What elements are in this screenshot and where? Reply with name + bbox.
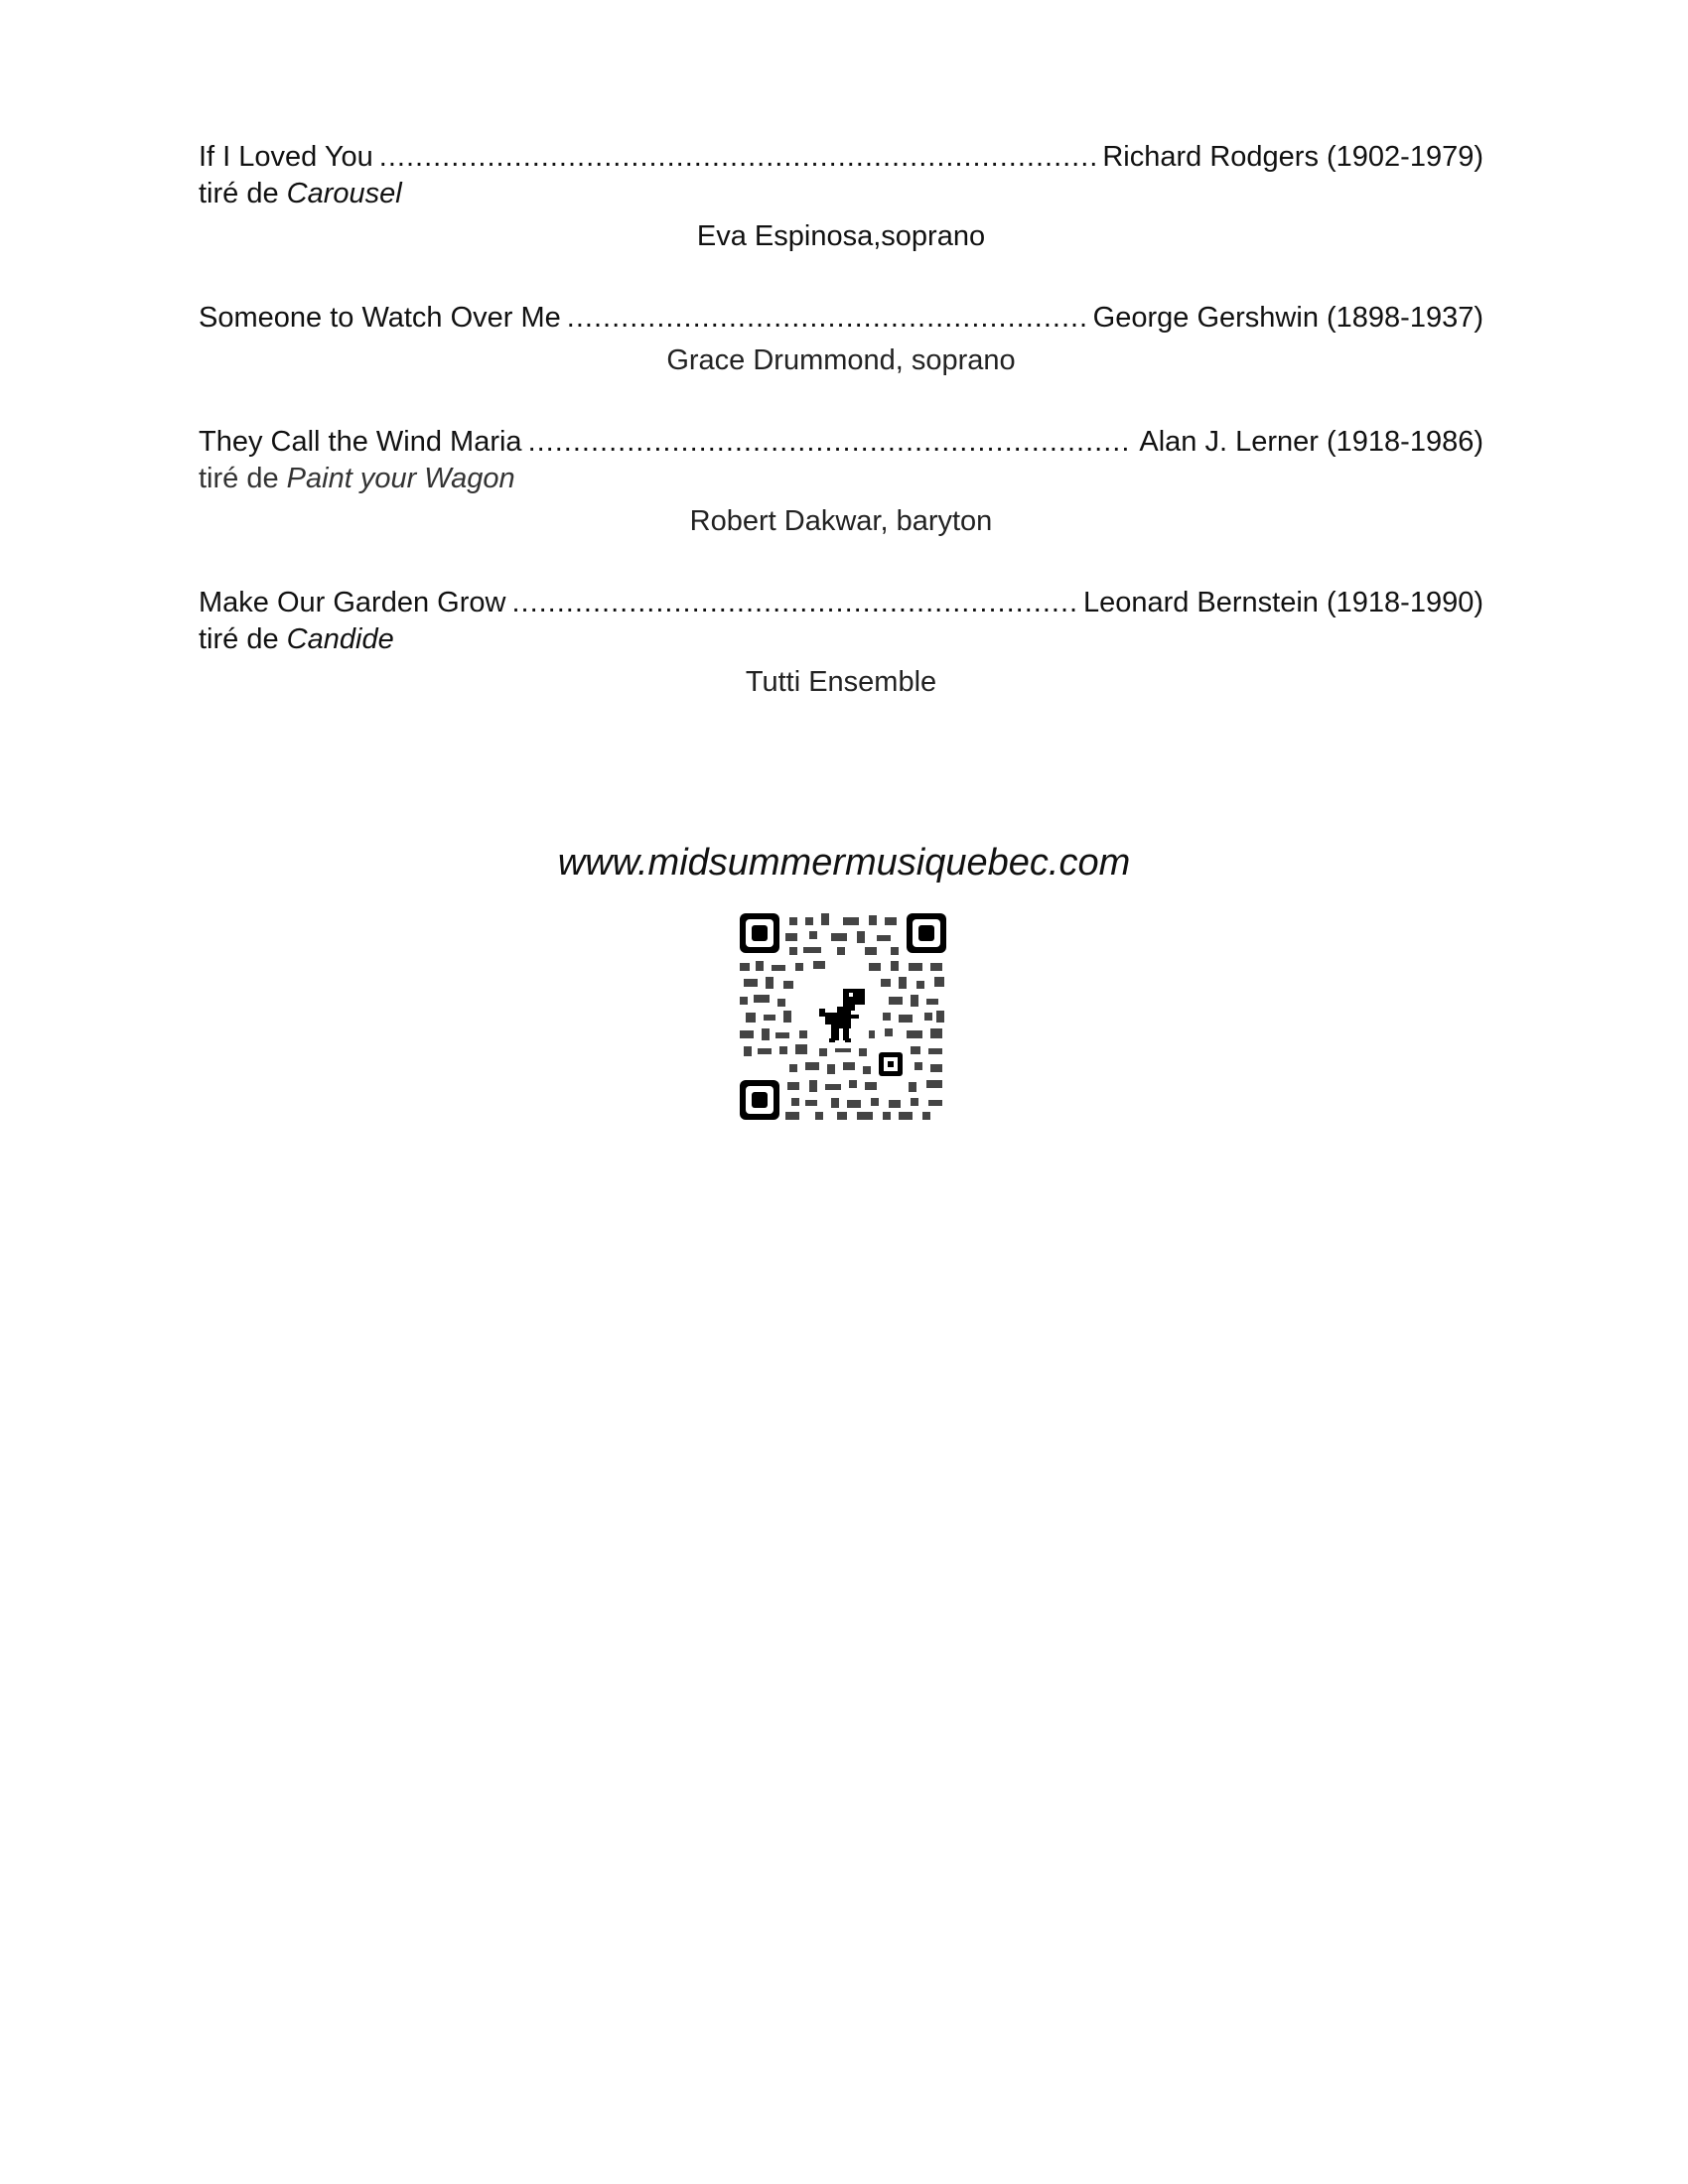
composer-name: Alan J. Lerner (1918-1986) xyxy=(1139,426,1483,458)
source-work-line xyxy=(199,176,1483,212)
dot-leader xyxy=(567,300,1087,337)
program-item-line xyxy=(199,300,1483,337)
dot-leader xyxy=(528,424,1134,461)
piece-title: If I Loved You xyxy=(199,141,373,173)
qr-code-icon xyxy=(740,913,946,1120)
performer-name: Robert Dakwar, baryton xyxy=(689,505,993,537)
source-work-title: Candide xyxy=(286,623,394,655)
source-prefix: tiré de xyxy=(199,463,287,494)
source-work-title: Carousel xyxy=(286,178,402,209)
piece-title: Make Our Garden Grow xyxy=(199,587,506,618)
source-work-line xyxy=(199,461,1483,497)
performer-name: Grace Drummond, soprano xyxy=(666,344,1016,376)
source-work-line xyxy=(199,621,1483,658)
website-link[interactable]: www.midsummermusiquebec.com xyxy=(557,842,1131,884)
source-prefix: tiré de xyxy=(199,623,287,655)
dinosaur-icon xyxy=(817,985,869,1048)
piece-title: Someone to Watch Over Me xyxy=(199,302,561,334)
source-prefix: tiré de xyxy=(199,178,287,209)
program-item-line xyxy=(199,139,1483,176)
program-item-line xyxy=(199,424,1483,461)
piece-title: They Call the Wind Maria xyxy=(199,426,522,458)
program-item xyxy=(199,300,1483,379)
composer-name: Richard Rodgers (1902-1979) xyxy=(1102,141,1483,173)
source-work-title: Paint your Wagon xyxy=(286,463,515,494)
composer-name: Leonard Bernstein (1918-1990) xyxy=(1082,587,1483,618)
program-item xyxy=(199,424,1483,540)
program-item-line xyxy=(199,585,1483,621)
program-list xyxy=(199,139,1483,746)
dot-leader xyxy=(511,585,1076,621)
performer-name: Tutti Ensemble xyxy=(745,666,937,698)
program-item xyxy=(199,585,1483,701)
program-item xyxy=(199,139,1483,255)
dot-leader xyxy=(379,139,1097,176)
composer-name: George Gershwin (1898-1937) xyxy=(1092,302,1483,334)
performer-name: Eva Espinosa,soprano xyxy=(696,220,986,252)
